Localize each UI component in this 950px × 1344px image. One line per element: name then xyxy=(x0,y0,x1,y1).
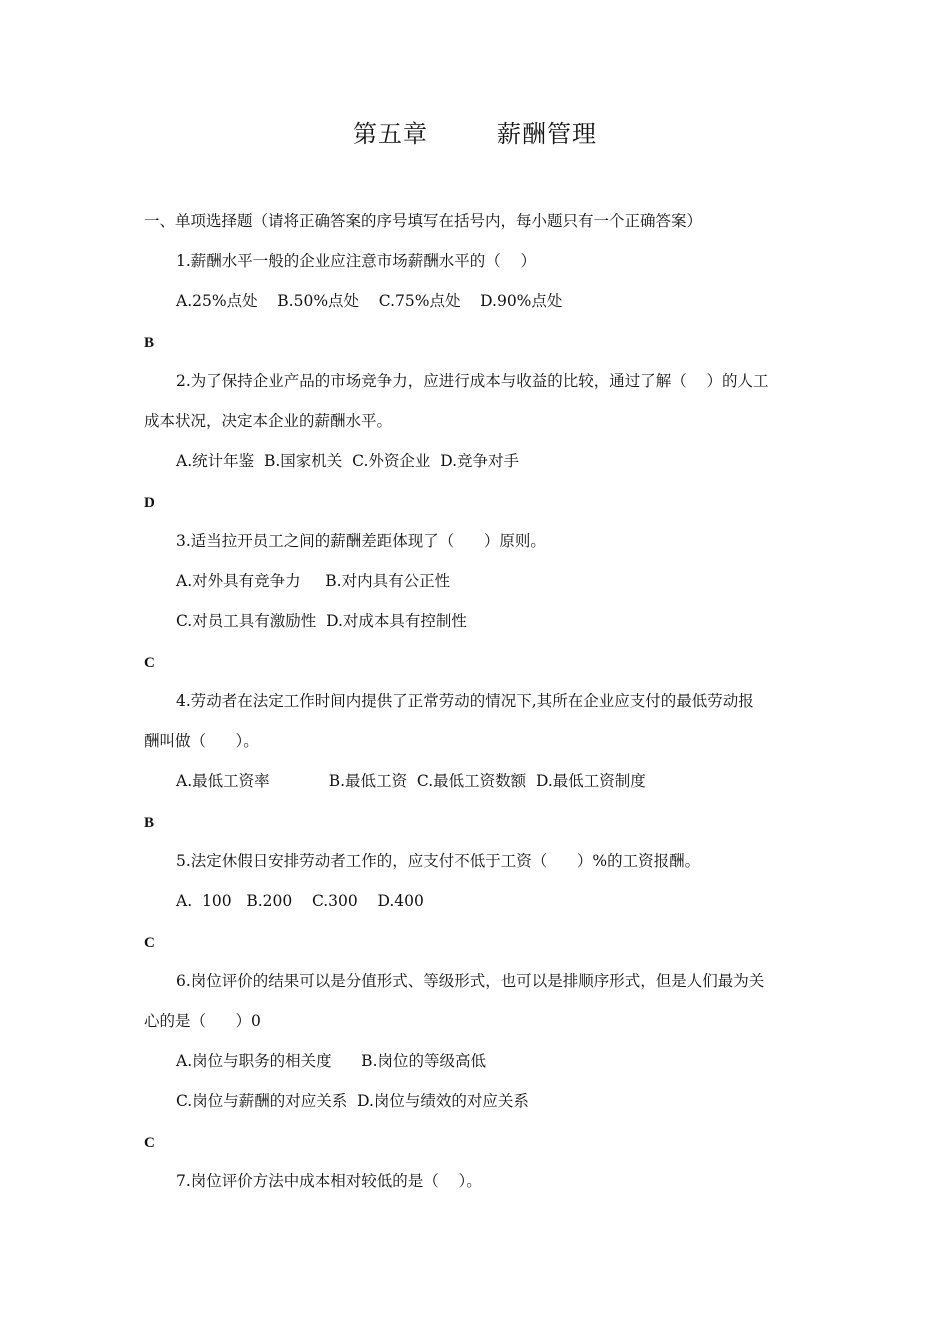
question-2-options: A.统计年鉴 B.国家机关 C.外资企业 D.竞争对手 xyxy=(176,452,520,470)
question-2-stem: 2.为了保持企业产品的市场竞争力，应进行成本与收益的比较，通过了解（ ）的人工 xyxy=(176,372,769,390)
question-3-answer: C xyxy=(144,655,155,671)
question-4-options: A.最低工资率 B.最低工资 C.最低工资数额 D.最低工资制度 xyxy=(176,772,646,790)
question-7-stem: 7.岗位评价方法中成本相对较低的是（ ）。 xyxy=(176,1172,482,1190)
question-1-answer: B xyxy=(144,335,155,351)
question-3-options-row-1: A.对外具有竞争力 B.对内具有公正性 xyxy=(176,572,451,590)
question-5-stem: 5.法定休假日安排劳动者工作的，应支付不低于工资（ ）%的工资报酬。 xyxy=(176,852,701,870)
question-3-options-row-2: C.对员工具有激励性 D.对成本具有控制性 xyxy=(176,612,467,630)
question-6-options-row-1: A.岗位与职务的相关度 B.岗位的等级高低 xyxy=(176,1052,487,1070)
question-6-answer: C xyxy=(144,1135,155,1151)
question-4-stem-continued: 酬叫做（ ）。 xyxy=(144,732,259,750)
question-4-stem: 4.劳动者在法定工作时间内提供了正常劳动的情况下,其所在企业应支付的最低劳动报 xyxy=(176,692,754,710)
question-6-stem-continued: 心的是（ ）0 xyxy=(144,1012,261,1030)
question-1-options: A.25%点处 B.50%点处 C.75%点处 D.90%点处 xyxy=(176,292,563,310)
question-1-stem: 1.薪酬水平一般的企业应注意市场薪酬水平的（ ） xyxy=(176,252,536,270)
section-heading: 一、单项选择题（请将正确答案的序号填写在括号内，每小题只有一个正确答案） xyxy=(144,212,703,230)
question-6-options-row-2: C.岗位与薪酬的对应关系 D.岗位与绩效的对应关系 xyxy=(176,1092,529,1110)
question-2-answer: D xyxy=(144,495,155,511)
question-6-stem: 6.岗位评价的结果可以是分值形式、等级形式，也可以是排顺序形式，但是人们最为关 xyxy=(176,972,765,990)
question-3-stem: 3.适当拉开员工之间的薪酬差距体现了（ ）原则。 xyxy=(176,532,546,550)
question-2-stem-continued: 成本状况，决定本企业的薪酬水平。 xyxy=(144,412,393,430)
chapter-title: 第五章 薪酬管理 xyxy=(352,120,598,148)
question-5-answer: C xyxy=(144,935,155,951)
question-5-options: A. 100 B.200 C.300 D.400 xyxy=(176,892,424,910)
question-4-answer: B xyxy=(144,815,155,831)
